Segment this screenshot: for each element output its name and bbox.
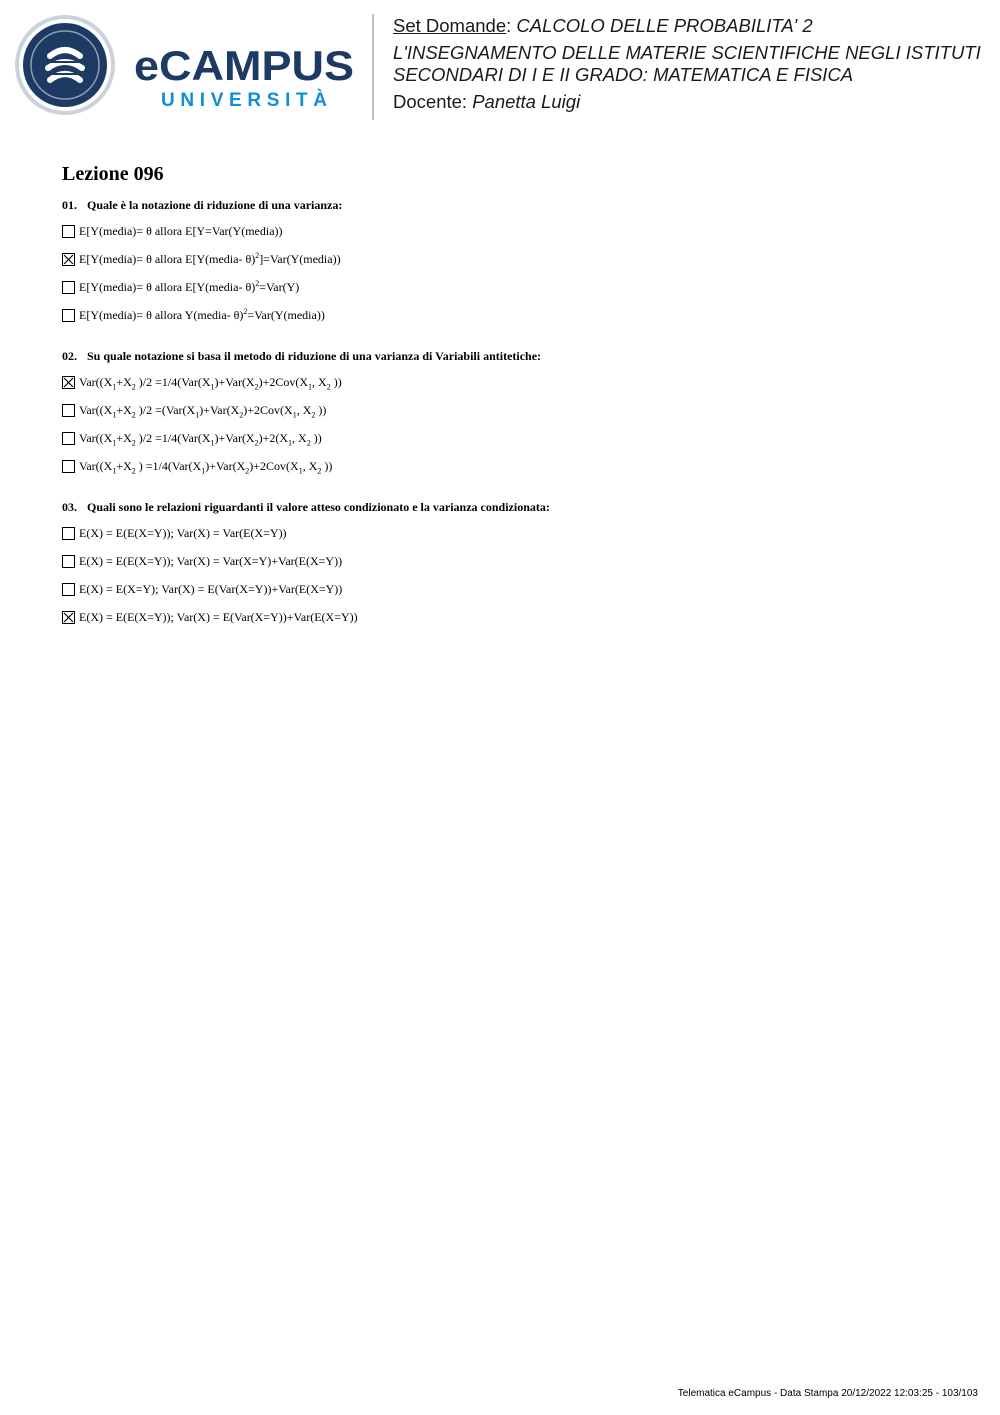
answer-option bbox=[62, 251, 341, 267]
question-number: 02. bbox=[62, 349, 77, 363]
footer-print-info: Telematica eCampus - Data Stampa 20/12/2022 12:03:25 - 103/103 bbox=[677, 1388, 978, 1399]
logo-sub: UNIVERSITÀ bbox=[161, 90, 327, 111]
docente-line bbox=[393, 91, 1000, 113]
checked-checkbox-icon bbox=[62, 253, 75, 266]
checkbox-icon bbox=[62, 432, 75, 445]
answer-option bbox=[62, 458, 332, 474]
checked-checkbox-icon bbox=[62, 376, 75, 389]
checkbox-icon bbox=[62, 460, 75, 473]
checkbox-icon bbox=[62, 309, 75, 322]
question-3 bbox=[62, 500, 550, 515]
answer-text: E(X) = E(E(X=Y)); Var(X) = E(Var(X=Y))+Var(E(X=Y)) bbox=[79, 609, 358, 624]
answer-option bbox=[62, 609, 358, 625]
answer-text: E[Y(media)= θ allora E[Y=Var(Y(media)) bbox=[79, 223, 283, 238]
question-1 bbox=[62, 198, 342, 213]
checkbox-icon bbox=[62, 404, 75, 417]
checkbox-icon bbox=[62, 281, 75, 294]
checkbox-icon bbox=[62, 555, 75, 568]
answer-option bbox=[62, 307, 325, 323]
question-2 bbox=[62, 349, 541, 364]
question-number: 01. bbox=[62, 198, 77, 212]
answer-option bbox=[62, 402, 326, 418]
ecampus-emblem-logo bbox=[14, 14, 116, 116]
answer-text: E[Y(media)= θ allora E[Y(media- θ)$^2$]=Var(Y(media)) bbox=[79, 250, 341, 266]
answer-text: $Var((X_1+X_2$ )$/2 =(Var(X_1)+Var(X_2)+2Cov(X_1$, $X_2$ )) bbox=[79, 402, 327, 419]
course-line-2: SECONDARI DI I E II GRADO: MATEMATICA E FISICA bbox=[393, 64, 854, 85]
checkbox-icon bbox=[62, 583, 75, 596]
set-label: Set Domande bbox=[393, 15, 507, 36]
answer-text: $Var((X_1+X_2$ )$/2 =1/4(Var(X_1)+Var(X_2)+2Cov(X_1$, $X_2$ )) bbox=[79, 374, 342, 391]
question-number: 03. bbox=[62, 500, 77, 514]
answer-option bbox=[62, 553, 342, 569]
docente-name: Panetta Luigi bbox=[472, 91, 581, 112]
checkbox-icon bbox=[62, 527, 75, 540]
lesson-title: Lezione 096 bbox=[62, 163, 164, 185]
logo-word: eCAMPUS bbox=[134, 42, 354, 89]
answer-option bbox=[62, 430, 322, 446]
checkbox-icon bbox=[62, 225, 75, 238]
set-line: Set Domande: CALCOLO DELLE PROBABILITA' 2 bbox=[393, 15, 813, 36]
answer-option bbox=[62, 581, 342, 597]
question-text: Quali sono le relazioni riguardanti il valore atteso condizionato e la varianza condizionata: bbox=[87, 500, 550, 514]
answer-option bbox=[62, 223, 283, 239]
checked-checkbox-icon bbox=[62, 611, 75, 624]
course-line-1: L'INSEGNAMENTO DELLE MATERIE SCIENTIFICHE NEGLI ISTITUTI bbox=[393, 42, 981, 63]
set-title: CALCOLO DELLE PROBABILITA' 2 bbox=[516, 15, 813, 36]
answer-text: E[Y(media)= θ allora Y(media- θ)$^2$=Var(Y(media)) bbox=[79, 306, 325, 322]
question-text: Quale è la notazione di riduzione di una varianza: bbox=[87, 198, 343, 212]
question-text: Su quale notazione si basa il metodo di riduzione di una varianza di Variabili antitetiche: bbox=[87, 349, 542, 363]
answer-option bbox=[62, 279, 299, 295]
answer-option bbox=[62, 374, 342, 390]
answer-text: E(X) = E(E(X=Y)); Var(X) = Var(X=Y)+Var(E(X=Y)) bbox=[79, 553, 343, 568]
answer-text: E[Y(media)= θ allora E[Y(media- θ)$^2$=Var(Y) bbox=[79, 278, 300, 294]
answer-text: $Var((X_1+X_2$ ) $=1/4(Var(X_1)+Var(X_2)+2Cov(X_1$, $X_2$ )) bbox=[79, 458, 333, 475]
docente-label: Docente: bbox=[393, 91, 468, 112]
answer-text: E(X) = E(E(X=Y)); Var(X) = Var(E(X=Y)) bbox=[79, 525, 287, 540]
header-divider bbox=[372, 14, 374, 120]
answer-option bbox=[62, 525, 287, 541]
answer-text: $Var((X_1+X_2$ )$/2 =1/4(Var(X_1)+Var(X_2)+2(X_1$, $X_2$ )) bbox=[79, 430, 322, 447]
ecampus-wordmark-logo bbox=[134, 40, 356, 114]
answer-text: E(X) = E(X=Y); Var(X) = E(Var(X=Y))+Var(E(X=Y)) bbox=[79, 581, 343, 596]
